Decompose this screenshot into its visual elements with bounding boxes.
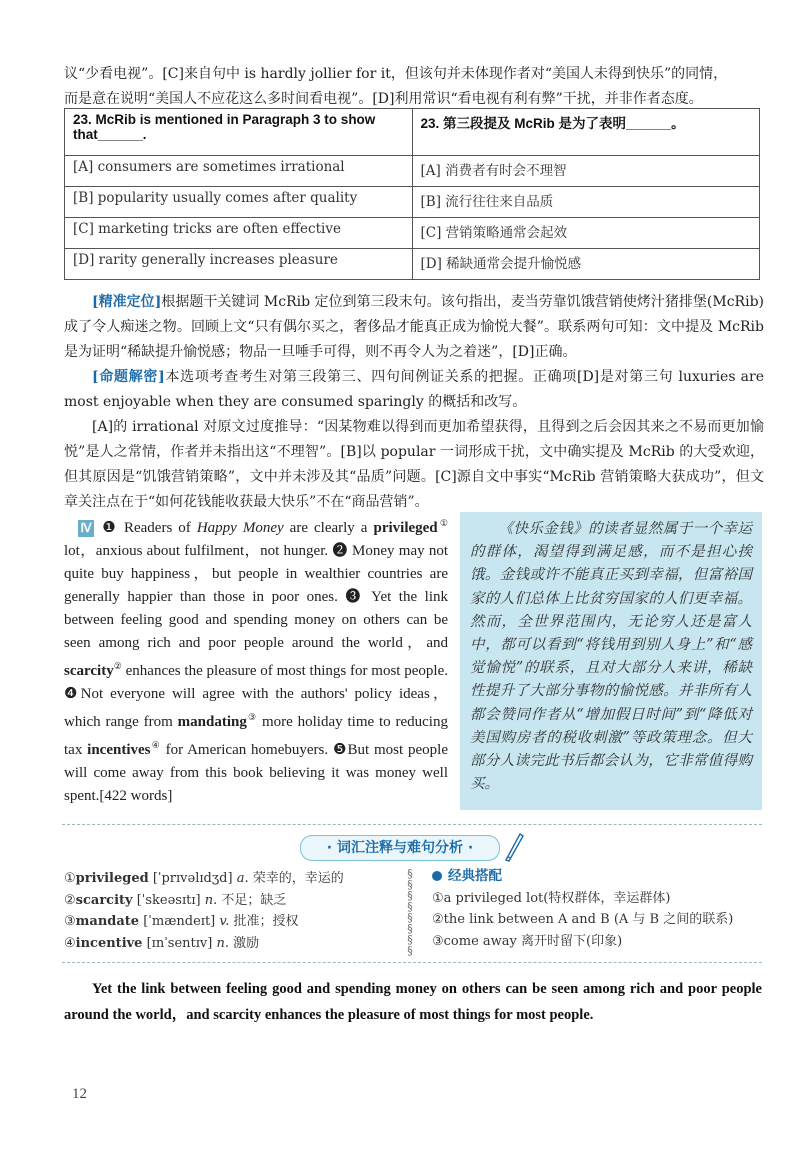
precise-location-tag: [精准定位] [92, 294, 162, 310]
question-table [64, 108, 760, 280]
passage-s1c: lot，anxious about fulfilment，not hunger. ❷ Money may not quite buy happiness，but people in wealthier countries are generally happier than those in poor ones. ❸ Yet the link between feeling good and spending money on others can be seen among rich and poor people around the world，and [64, 543, 448, 651]
vocab-word: mandate [75, 914, 140, 929]
question-decode-tag: [命题解密] [92, 369, 165, 385]
vocab-num: ④ [64, 935, 76, 951]
vocab-list [64, 868, 394, 954]
wavy-divider: § § § § § § § § [407, 867, 413, 957]
translation-box [460, 512, 762, 810]
analysis-text-2: 本选项考查考生对第三段第三、四句间例证关系的把握。正确项[D]是对第三句 luxuries are most enjoyable when they are consumed sparingly 的概括和改写。 [64, 369, 765, 410]
difficult-sentence [64, 976, 762, 1028]
passage-s1b: are clearly a [283, 520, 374, 536]
vocab-item [64, 911, 394, 933]
page-number: 12 [72, 1086, 87, 1102]
vocab-def: 批准；授权 [233, 914, 299, 929]
translation-text: 《快乐金钱》的读者显然属于一个幸运的群体，渴望得到满足感，而不是担心挨饿。金钱或许不能真正买到幸福，但富裕国家的人们总体上比贫穷国家的人们更幸福。然而，全世界范围内，无论穷人还是富人中，都可以看到“将钱用到别人身上”和“感觉愉悦”的联系，且对大部分人来讲，稀缺性提升了大部分事物的愉悦感。并非所有人都会赞同作者从“增加假日时间”到“降低对美国购房者的税收刺激”等政策理念。但大部分人读完此书后都会认为，它非常值得购买。 [470, 521, 752, 793]
divider-bottom [62, 962, 762, 963]
vocab-def: 激励 [233, 935, 260, 951]
vocab-word-incentives: incentives [87, 742, 151, 758]
difficult-sentence-text: Yet the link between feeling good and spending money on others can be seen among rich and poor people around the world，and scarcity enhances the pleasure of most things for most people. [64, 981, 762, 1023]
collocation-item: ②the link between A and B (A 与 B 之间的联系) [432, 912, 734, 927]
option-a-cn: [A] 消费者有时会不理智 [412, 156, 760, 187]
vocab-ipa: [ˈprɪvəlɪdʒd] [152, 871, 233, 886]
vocab-item [64, 933, 394, 955]
roman-numeral-badge: Ⅳ [78, 520, 94, 537]
vocab-word: privileged [75, 871, 149, 886]
vocab-pos: a. [236, 871, 249, 886]
analysis-paragraph-2 [64, 365, 764, 415]
question-cn: 23. 第三段提及 McRib 是为了表明______。 [412, 109, 760, 156]
collocation-item: ③come away 离开时留下(印象) [432, 933, 623, 949]
vocab-word: incentive [75, 935, 143, 951]
bullet-icon [432, 871, 442, 881]
passage-s4b: more holiday time to reducing tax [64, 714, 448, 758]
vocab-word-mandating: mandating [177, 714, 247, 730]
analysis-paragraph-1 [64, 290, 764, 365]
vocab-ipa: [ˈmændeɪt] [143, 914, 216, 929]
option-a-en: [A] consumers are sometimes irrational [65, 156, 413, 187]
passage-s3b: enhances the pleasure of most things for most people. ❹Not everyone will agree with the authors' policy ideas，which range from [64, 663, 448, 730]
vocab-word-scarcity: scarcity [64, 663, 114, 679]
collocation-title: 经典搭配 [448, 868, 502, 884]
word-count: [422 words] [99, 788, 173, 804]
vocab-pos: n. [204, 892, 218, 908]
vocab-num: ① [64, 871, 76, 886]
question-en: 23. McRib is mentioned in Paragraph 3 to show that______. [65, 109, 413, 156]
vocab-word: scarcity [75, 892, 133, 908]
collocation-list [432, 866, 762, 952]
footnote-4: ④ [150, 740, 161, 750]
passage-paragraph-4 [64, 512, 448, 808]
option-b-cn: [B] 流行往往来自品质 [412, 187, 760, 218]
vocab-banner: · 词汇注释与难句分析 · [300, 835, 500, 861]
option-b-en: [B] popularity usually comes after quality [65, 187, 413, 218]
footnote-2: ② [113, 661, 122, 671]
footnote-1: ① [437, 518, 448, 528]
divider-top [62, 824, 762, 825]
intro-line-1: 议“少看电视”。[C]来自句中 is hardly jollier for it，但该句并未体现作者对“美国人未得到快乐”的同情， [64, 66, 728, 82]
option-c-en: [C] marketing tricks are often effective [65, 218, 413, 249]
passage-s1: ❶ Readers of [100, 520, 197, 536]
option-d-cn: [D] 稀缺通常会提升愉悦感 [412, 249, 760, 280]
vocab-num: ③ [64, 914, 76, 929]
vocab-item [64, 890, 394, 912]
vocab-def: 荣幸的，幸运的 [252, 871, 344, 886]
collocation-item: ①a privileged lot(特权群体，幸运群体) [432, 890, 671, 906]
collocation-heading [432, 866, 762, 888]
option-d-en: [D] rarity generally increases pleasure [65, 249, 413, 280]
vocab-pos: n. [216, 935, 229, 951]
analysis-section [64, 290, 764, 515]
vocab-word-privileged: privileged [373, 520, 438, 536]
vocab-item [64, 868, 394, 890]
footnote-3: ③ [246, 712, 258, 722]
vocab-def: 不足；缺乏 [221, 892, 287, 908]
vocab-pos: v. [219, 914, 230, 929]
analysis-text-1: 根据题干关键词 McRib 定位到第三段末句。该句指出，麦当劳靠饥饿营销使烤汁猪排堡(McRib)成了令人痴迷之物。回顾上文“只有偶尔买之，奢侈品才能真正成为愉悦大餐”。联系两句可知：文中提及 McRib 是为证明“稀缺提升愉悦感；物品一旦唾手可得，则不再令人为之着迷”，[D]正确。 [64, 294, 765, 360]
option-c-cn: [C] 营销策略通常会起效 [412, 218, 760, 249]
analysis-paragraph-3: [A]的 irrational 对原文过度推导：“因某物难以得到而更加希望获得，且得到之后会因其来之不易而更加愉悦”是人之常情，作者并未指出这“不理智”。[B]以 popular 一词形成干扰，文中确实提及 McRib 的大受欢迎，但其原因是“饥饿营销策略”，文中并未涉及其“品质”问题。[C]源自文中事实“McRib 营销策略大获成功”，但文章关注点在于“如何花钱能收获最大快乐”不在“商品营销”。 [64, 419, 764, 510]
passage-s4c: for American homebuyers. ❺But most people will come away from this book believing it was money well spent. [64, 742, 449, 804]
book-title: Happy Money [196, 520, 284, 536]
intro-line-2: 而是意在说明“美国人不应花这么多时间看电视”。[D]利用常识“看电视有利有弊”干扰，并非作者态度。 [64, 91, 703, 107]
pen-icon [502, 830, 526, 862]
vocab-num: ② [64, 892, 76, 908]
vocab-ipa: [ˈskeəsɪtɪ] [136, 892, 201, 908]
intro-text [64, 62, 764, 112]
vocab-ipa: [ɪnˈsentɪv] [146, 935, 213, 951]
